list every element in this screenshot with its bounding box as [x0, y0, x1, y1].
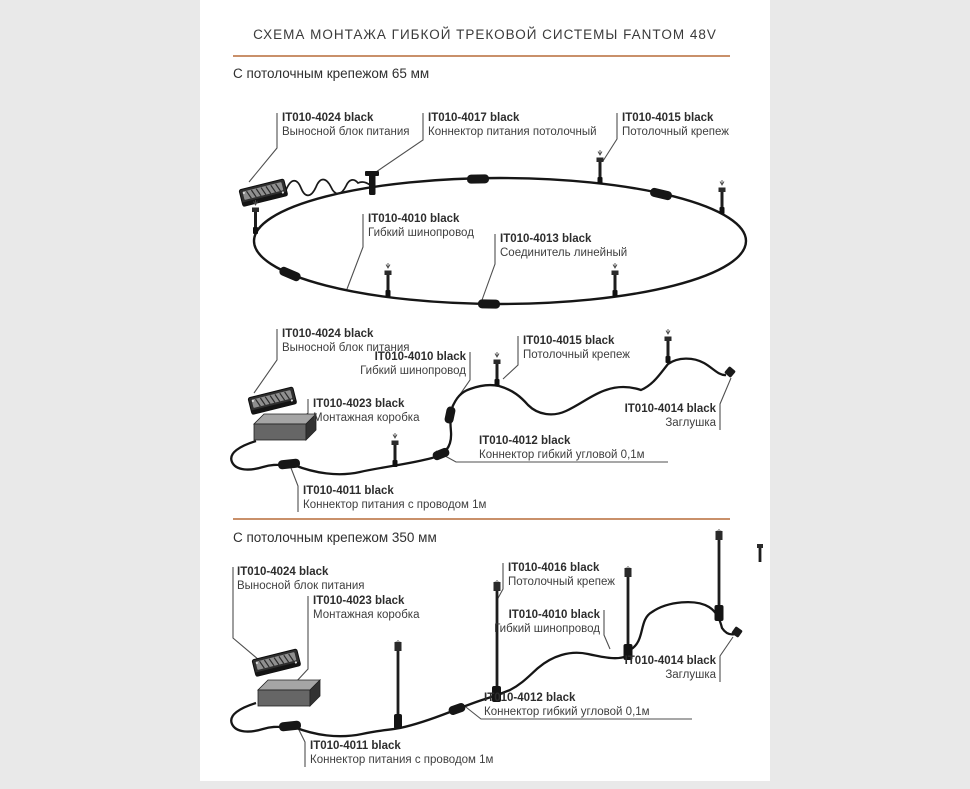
part-desc: Потолочный крепеж — [523, 348, 630, 361]
part-desc: Коннектор питания с проводом 1м — [303, 498, 487, 511]
section-heading-350mm: С потолочным крепежом 350 мм — [233, 530, 437, 545]
part-desc: Выносной блок питания — [282, 341, 410, 354]
part-code: IT010-4017 black — [428, 112, 520, 124]
part-code: IT010-4024 black — [282, 112, 374, 124]
power-cable — [286, 180, 370, 196]
power-supply-unit — [239, 179, 288, 207]
ceiling-mount-65mm — [385, 263, 392, 297]
part-desc: Монтажная коробка — [313, 608, 420, 621]
part-code: IT010-4010 black — [374, 351, 466, 363]
part-code: IT010-4010 black — [368, 213, 460, 225]
part-desc: Заглушка — [665, 416, 716, 429]
part-label — [494, 609, 600, 636]
part-label — [500, 233, 627, 260]
part-code: IT010-4023 black — [313, 595, 405, 607]
part-label — [237, 566, 365, 593]
part-code: IT010-4024 black — [282, 328, 374, 340]
ceiling-mount-65mm — [392, 433, 399, 467]
part-desc: Коннектор питания потолочный — [428, 125, 597, 138]
part-code: IT010-4015 black — [622, 112, 714, 124]
part-code: IT010-4015 black — [523, 335, 615, 347]
part-label — [313, 398, 419, 425]
part-desc: Гибкий шинопровод — [360, 364, 466, 377]
ceiling-mount-65mm — [252, 200, 259, 234]
part-label — [360, 351, 466, 378]
diagram-ring-65mm — [239, 150, 746, 309]
mounting-box — [258, 680, 320, 706]
part-label — [310, 740, 493, 767]
part-desc: Коннектор гибкий угловой 0,1м — [484, 705, 650, 718]
ceiling-mount-65mm — [665, 329, 672, 363]
power-feed-connector — [278, 458, 301, 469]
part-desc: Потолочный крепеж — [508, 575, 615, 588]
part-desc: Соединитель линейный — [500, 246, 628, 259]
part-code: IT010-4016 black — [508, 562, 600, 574]
part-label — [484, 692, 650, 719]
mounting-box — [254, 414, 316, 440]
part-label — [622, 112, 729, 139]
part-desc: Гибкий шинопровод — [368, 226, 474, 239]
part-desc: Потолочный крепеж — [622, 125, 729, 138]
ceiling-mount-350mm — [394, 640, 402, 729]
ceiling-mount-65mm — [612, 263, 619, 297]
part-label — [523, 335, 630, 362]
ceiling-mount-65mm — [494, 352, 501, 386]
part-code: IT010-4010 black — [508, 609, 600, 621]
end-cap — [731, 626, 743, 638]
corner-connector — [447, 702, 466, 716]
part-label — [625, 403, 716, 430]
part-label — [625, 655, 716, 682]
part-code: IT010-4011 black — [303, 485, 394, 497]
part-label — [428, 112, 597, 139]
ceiling-mount-350mm — [492, 580, 501, 702]
power-supply-unit — [252, 649, 301, 677]
ceiling-mount-65mm — [597, 150, 604, 184]
part-code: IT010-4012 black — [479, 435, 571, 447]
page-title: СХЕМА МОНТАЖА ГИБКОЙ ТРЕКОВОЙ СИСТЕМЫ FANTOM 48V — [253, 27, 717, 42]
part-desc: Коннектор питания с проводом 1м — [310, 753, 494, 766]
linear-connector — [467, 174, 489, 183]
part-label — [368, 213, 474, 240]
part-desc: Гибкий шинопровод — [494, 622, 600, 635]
ceiling-mount-350mm — [715, 529, 724, 621]
part-code: IT010-4024 black — [237, 566, 329, 578]
linear-connector — [278, 266, 302, 283]
part-desc: Выносной блок питания — [282, 125, 410, 138]
ceiling-mount-65mm — [719, 180, 726, 214]
part-label — [303, 485, 486, 512]
spare-rod-piece — [757, 544, 763, 562]
corner-connector — [444, 406, 456, 424]
part-desc: Заглушка — [665, 668, 716, 681]
part-desc: Коннектор гибкий угловой 0,1м — [479, 448, 645, 461]
part-code: IT010-4013 black — [500, 233, 592, 245]
part-code: IT010-4023 black — [313, 398, 405, 410]
power-feed-connector — [279, 720, 302, 731]
linear-connector — [478, 299, 500, 308]
part-label — [479, 435, 645, 462]
part-label — [313, 595, 419, 622]
linear-connector — [649, 187, 672, 201]
part-desc: Монтажная коробка — [313, 411, 420, 424]
part-code: IT010-4012 black — [484, 692, 576, 704]
part-desc: Выносной блок питания — [237, 579, 365, 592]
section-heading-65mm: С потолочным крепежом 65 мм — [233, 66, 430, 81]
part-code: IT010-4014 black — [624, 403, 716, 415]
part-code: IT010-4014 black — [624, 655, 716, 667]
part-label — [282, 112, 410, 139]
part-code: IT010-4011 black — [310, 740, 401, 752]
ceiling-mount-350mm — [624, 566, 633, 660]
part-label — [508, 562, 615, 589]
